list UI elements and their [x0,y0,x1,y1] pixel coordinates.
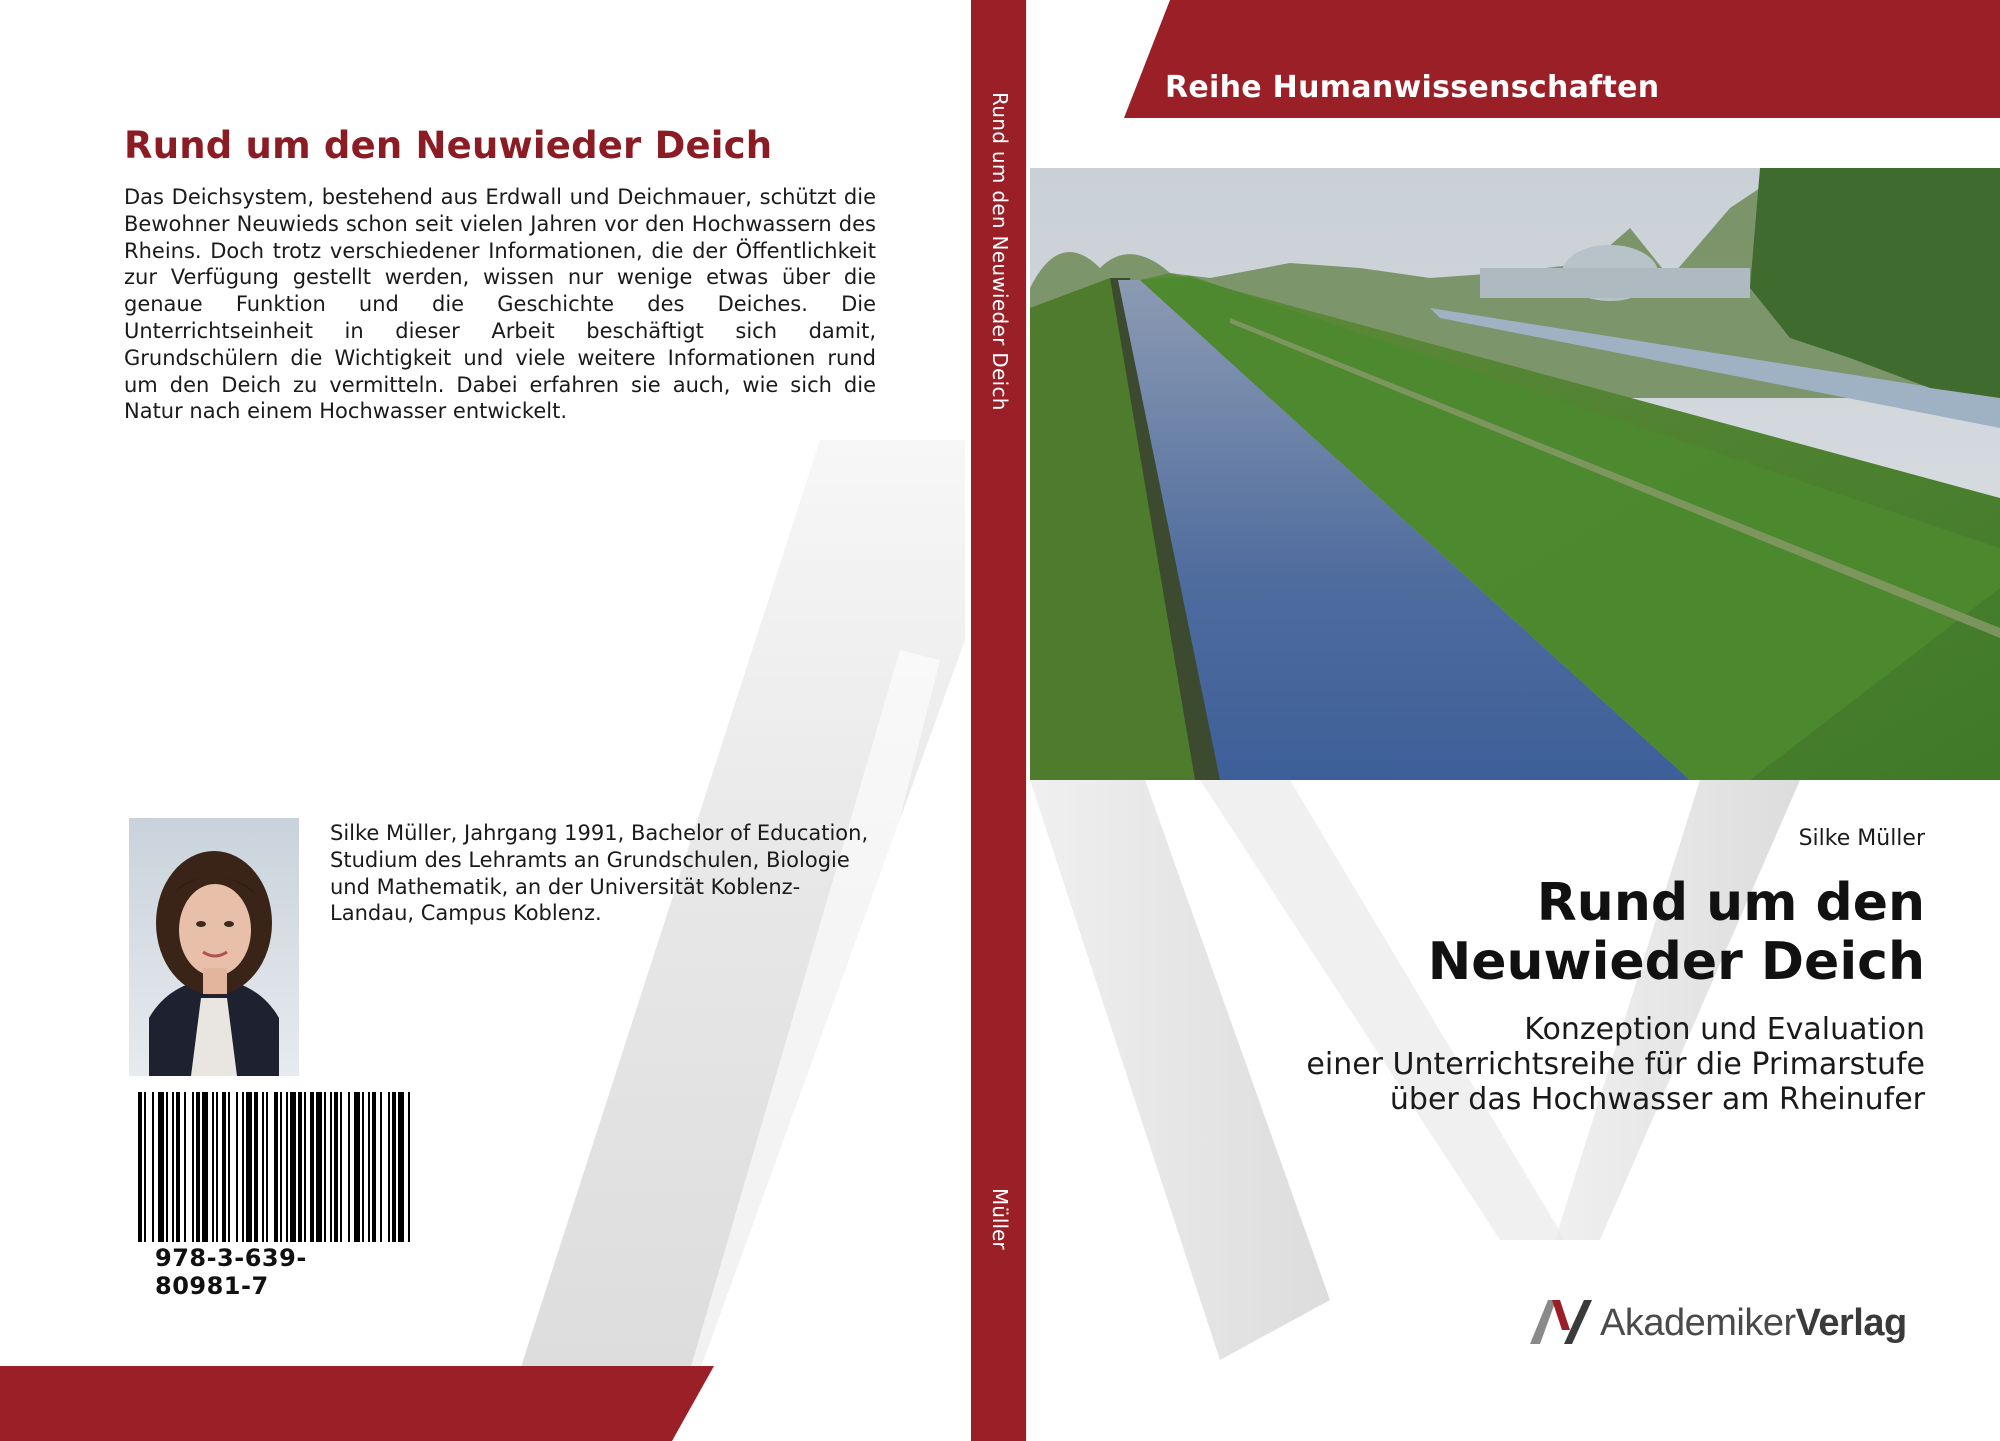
barcode-bar [398,1092,404,1242]
barcode-bar [254,1092,258,1242]
barcode-bar [280,1092,282,1242]
spine-right-edge [1026,0,1028,1441]
front-author: Silke Müller [1798,826,1925,851]
barcode-bar [274,1092,278,1242]
barcode-bar [334,1092,338,1242]
front-watermark-right [1555,780,1800,1240]
barcode-bar [316,1092,322,1242]
publisher-logo [1528,1292,1938,1352]
barcode-bar [192,1092,194,1242]
isbn-barcode [136,1092,412,1242]
series-label: Reihe Humanwissenschaften [1165,70,1660,105]
barcode-bar [216,1092,218,1242]
barcode-bar [324,1092,326,1242]
barcode-bar [348,1092,350,1242]
barcode-bar [172,1092,174,1242]
publisher-name-light: Akademiker [1600,1302,1796,1344]
barcode-bar [362,1092,364,1242]
front-subtitle-line-3: über das Hochwasser am Rheinufer [1389,1082,1925,1117]
front-subtitle-line-1: Konzeption und Evaluation [1524,1012,1925,1047]
front-subtitle-line-2: einer Unterrichtsreihe für die Primarstufe [1306,1047,1925,1082]
barcode-bar [262,1092,264,1242]
front-subtitle [1025,1012,1925,1117]
barcode-bar [286,1092,288,1242]
barcode-bar [138,1092,142,1242]
author-bio: Silke Müller, Jahrgang 1991, Bachelor of Education, Studium des Lehramts an Grundschulen, Biologie und Mathematik, an der Universität Koblenz-Landau, Campus Koblenz. [330,821,869,926]
barcode-bar [158,1092,164,1242]
barcode-bar [196,1092,200,1242]
author-photo [129,818,299,1076]
av-logo-icon [1530,1300,1594,1348]
barcode-bar [152,1092,154,1242]
barcode-bar [222,1092,226,1242]
publisher-name [1600,1302,1907,1345]
barcode-bar [298,1092,302,1242]
back-bottom-band [0,1366,714,1441]
barcode-bar [166,1092,168,1242]
barcode-bar [242,1092,244,1242]
barcode-bar [266,1092,268,1242]
barcode-bar [212,1092,214,1242]
isbn-number: 978-3-639-80981-7 [155,1244,307,1300]
cover-photo-river-dike [1030,168,2000,780]
barcode-bar [408,1092,410,1242]
front-title [1225,874,1925,992]
back-cover-title: Rund um den Neuwieder Deich [124,124,773,167]
barcode-bar [372,1092,376,1242]
barcode-bar [176,1092,180,1242]
barcode-bar [392,1092,396,1242]
back-cover-blurb: Das Deichsystem, bestehend aus Erdwall und Deichmauer, schützt die Bewohner Neuwieds schon seit vielen Jahren vor den Hochwassern des Rheins. Doch trotz verschiedener Informationen, die der Öffentlichkeit zur Verfügung gestellt werden, wissen nur wenige etwas über die genaue Funktion und die Geschichte des Deiches. Die Unterrichtseinheit in dieser Arbeit beschäftigt sich damit, Grundschülern die Wichtigkeit und viele weitere Informationen rund um den Deich zu vermitteln. Dabei erfahren sie auch, wie sich die Natur nach einem Hochwasser entwickelt. [124,185,876,424]
spine-author: Müller [988,1188,1012,1250]
front-title-line-1: Rund um den [1536,873,1925,933]
barcode-bar [340,1092,342,1242]
barcode-bar [246,1092,252,1242]
barcode-bar [304,1092,306,1242]
barcode-bar [354,1092,360,1242]
barcode-bar [184,1092,186,1242]
publisher-name-bold: Verlag [1795,1302,1907,1344]
barcode-bar [144,1092,146,1242]
spine-title: Rund um den Neuwieder Deich [988,92,1012,411]
front-title-line-2: Neuwieder Deich [1427,932,1925,992]
barcode-bar [388,1092,390,1242]
barcode-bar [228,1092,230,1242]
barcode-bar [330,1092,332,1242]
barcode-bar [290,1092,296,1242]
barcode-bar [202,1092,208,1242]
barcode-bar [310,1092,314,1242]
barcode-bar [368,1092,370,1242]
spine-left-edge [969,0,971,1441]
barcode-bar [236,1092,238,1242]
barcode-bar [380,1092,382,1242]
